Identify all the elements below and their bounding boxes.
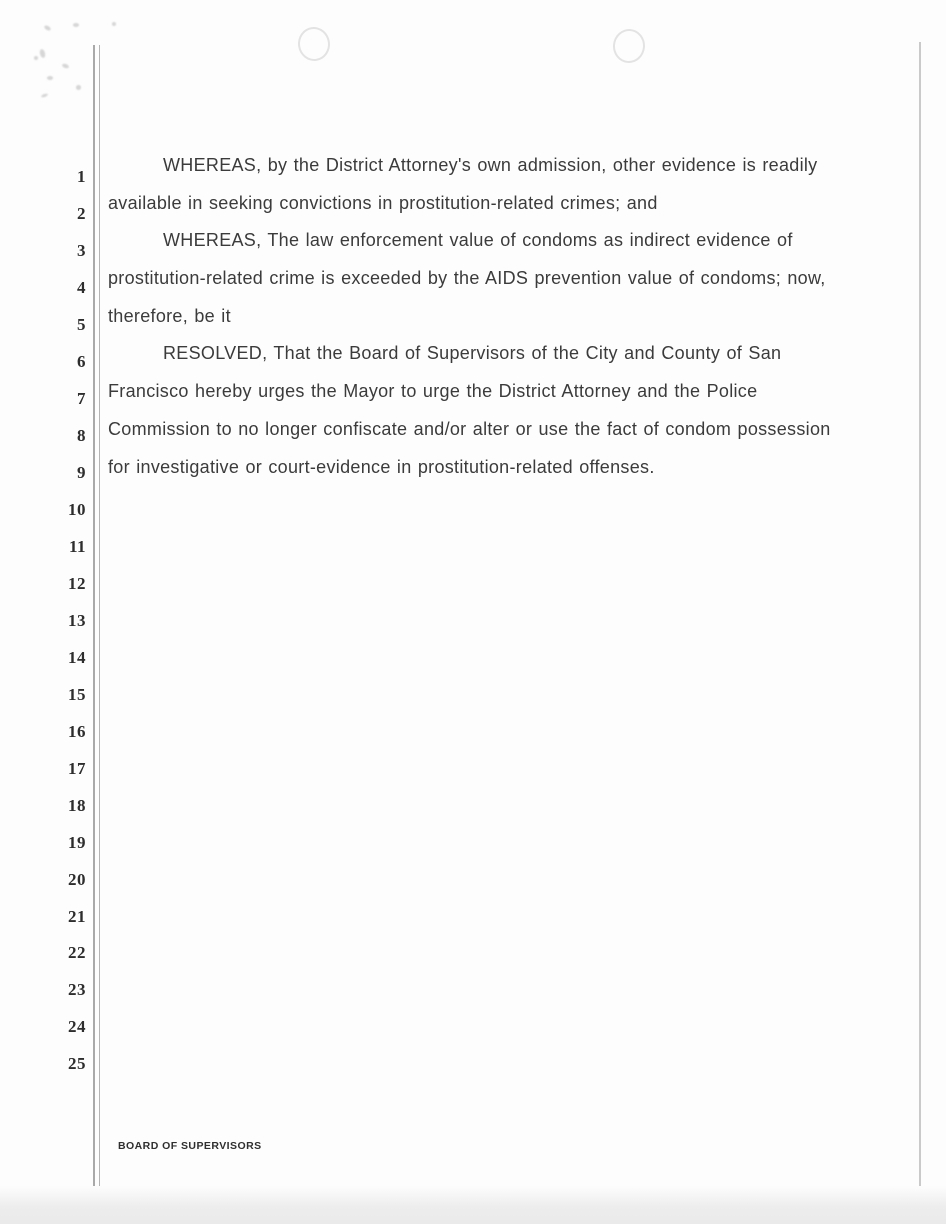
line-number: 3 [77,241,86,261]
resolution-body [108,147,920,486]
line-number: 2 [77,204,86,224]
line-number: 25 [68,1054,86,1074]
line-number: 10 [68,500,86,520]
pencil-smudge [41,93,49,98]
pencil-smudge [62,63,70,69]
line-number-column [36,159,88,1083]
body-line: for investigative or court-evidence in prostitution-related offenses. [108,456,655,477]
line-number: 19 [68,832,86,852]
board-of-supervisors-footer: BOARD OF SUPERVISORS [118,1140,262,1152]
line-number: 11 [68,537,86,556]
pencil-smudge [34,56,38,60]
pencil-smudge [43,25,51,32]
body-line: prostitution-related crime is exceeded by the AIDS prevention value of condoms; now, [108,268,826,289]
body-line: WHEREAS, by the District Attorney's own admission, other evidence is readily [163,155,818,175]
line-number: 15 [68,684,86,704]
scanner-edge [0,1186,946,1224]
body-line: therefore, be it [108,305,231,326]
body-line: Commission to no longer confiscate and/or alter or use the fact of condom possession [108,418,831,439]
line-number: 7 [77,389,86,409]
line-number: 17 [68,758,86,778]
line-number: 6 [77,352,86,372]
pencil-smudge [39,49,46,59]
line-number: 24 [68,1017,86,1037]
body-line: RESOLVED, That the Board of Supervisors of the City and County of San [163,343,782,364]
line-number: 8 [77,426,86,446]
body-line: available in seeking convictions in prostitution-related crimes; and [108,192,658,213]
line-number: 9 [77,463,86,483]
body-line: WHEREAS, The law enforcement value of condoms as indirect evidence of [163,230,793,251]
line-number: 20 [68,869,86,889]
line-number: 23 [68,980,86,1000]
line-number: 1 [77,167,86,187]
pleading-double-rule [93,45,100,1186]
pencil-smudge [73,23,79,27]
line-number: 16 [68,721,86,741]
line-number: 22 [68,943,86,963]
pencil-smudge [47,76,53,80]
line-number: 5 [77,315,86,335]
pencil-smudge [76,85,81,90]
punch-hole-right [612,28,647,65]
line-number: 14 [68,647,86,667]
pencil-smudge [112,22,116,26]
line-number: 12 [68,573,86,593]
body-line: Francisco hereby urges the Mayor to urge the District Attorney and the Police [108,381,758,402]
line-number: 13 [68,610,86,630]
line-number: 21 [68,906,86,926]
line-number: 18 [68,795,86,815]
punch-hole-left [296,25,332,63]
line-number: 4 [77,278,86,298]
